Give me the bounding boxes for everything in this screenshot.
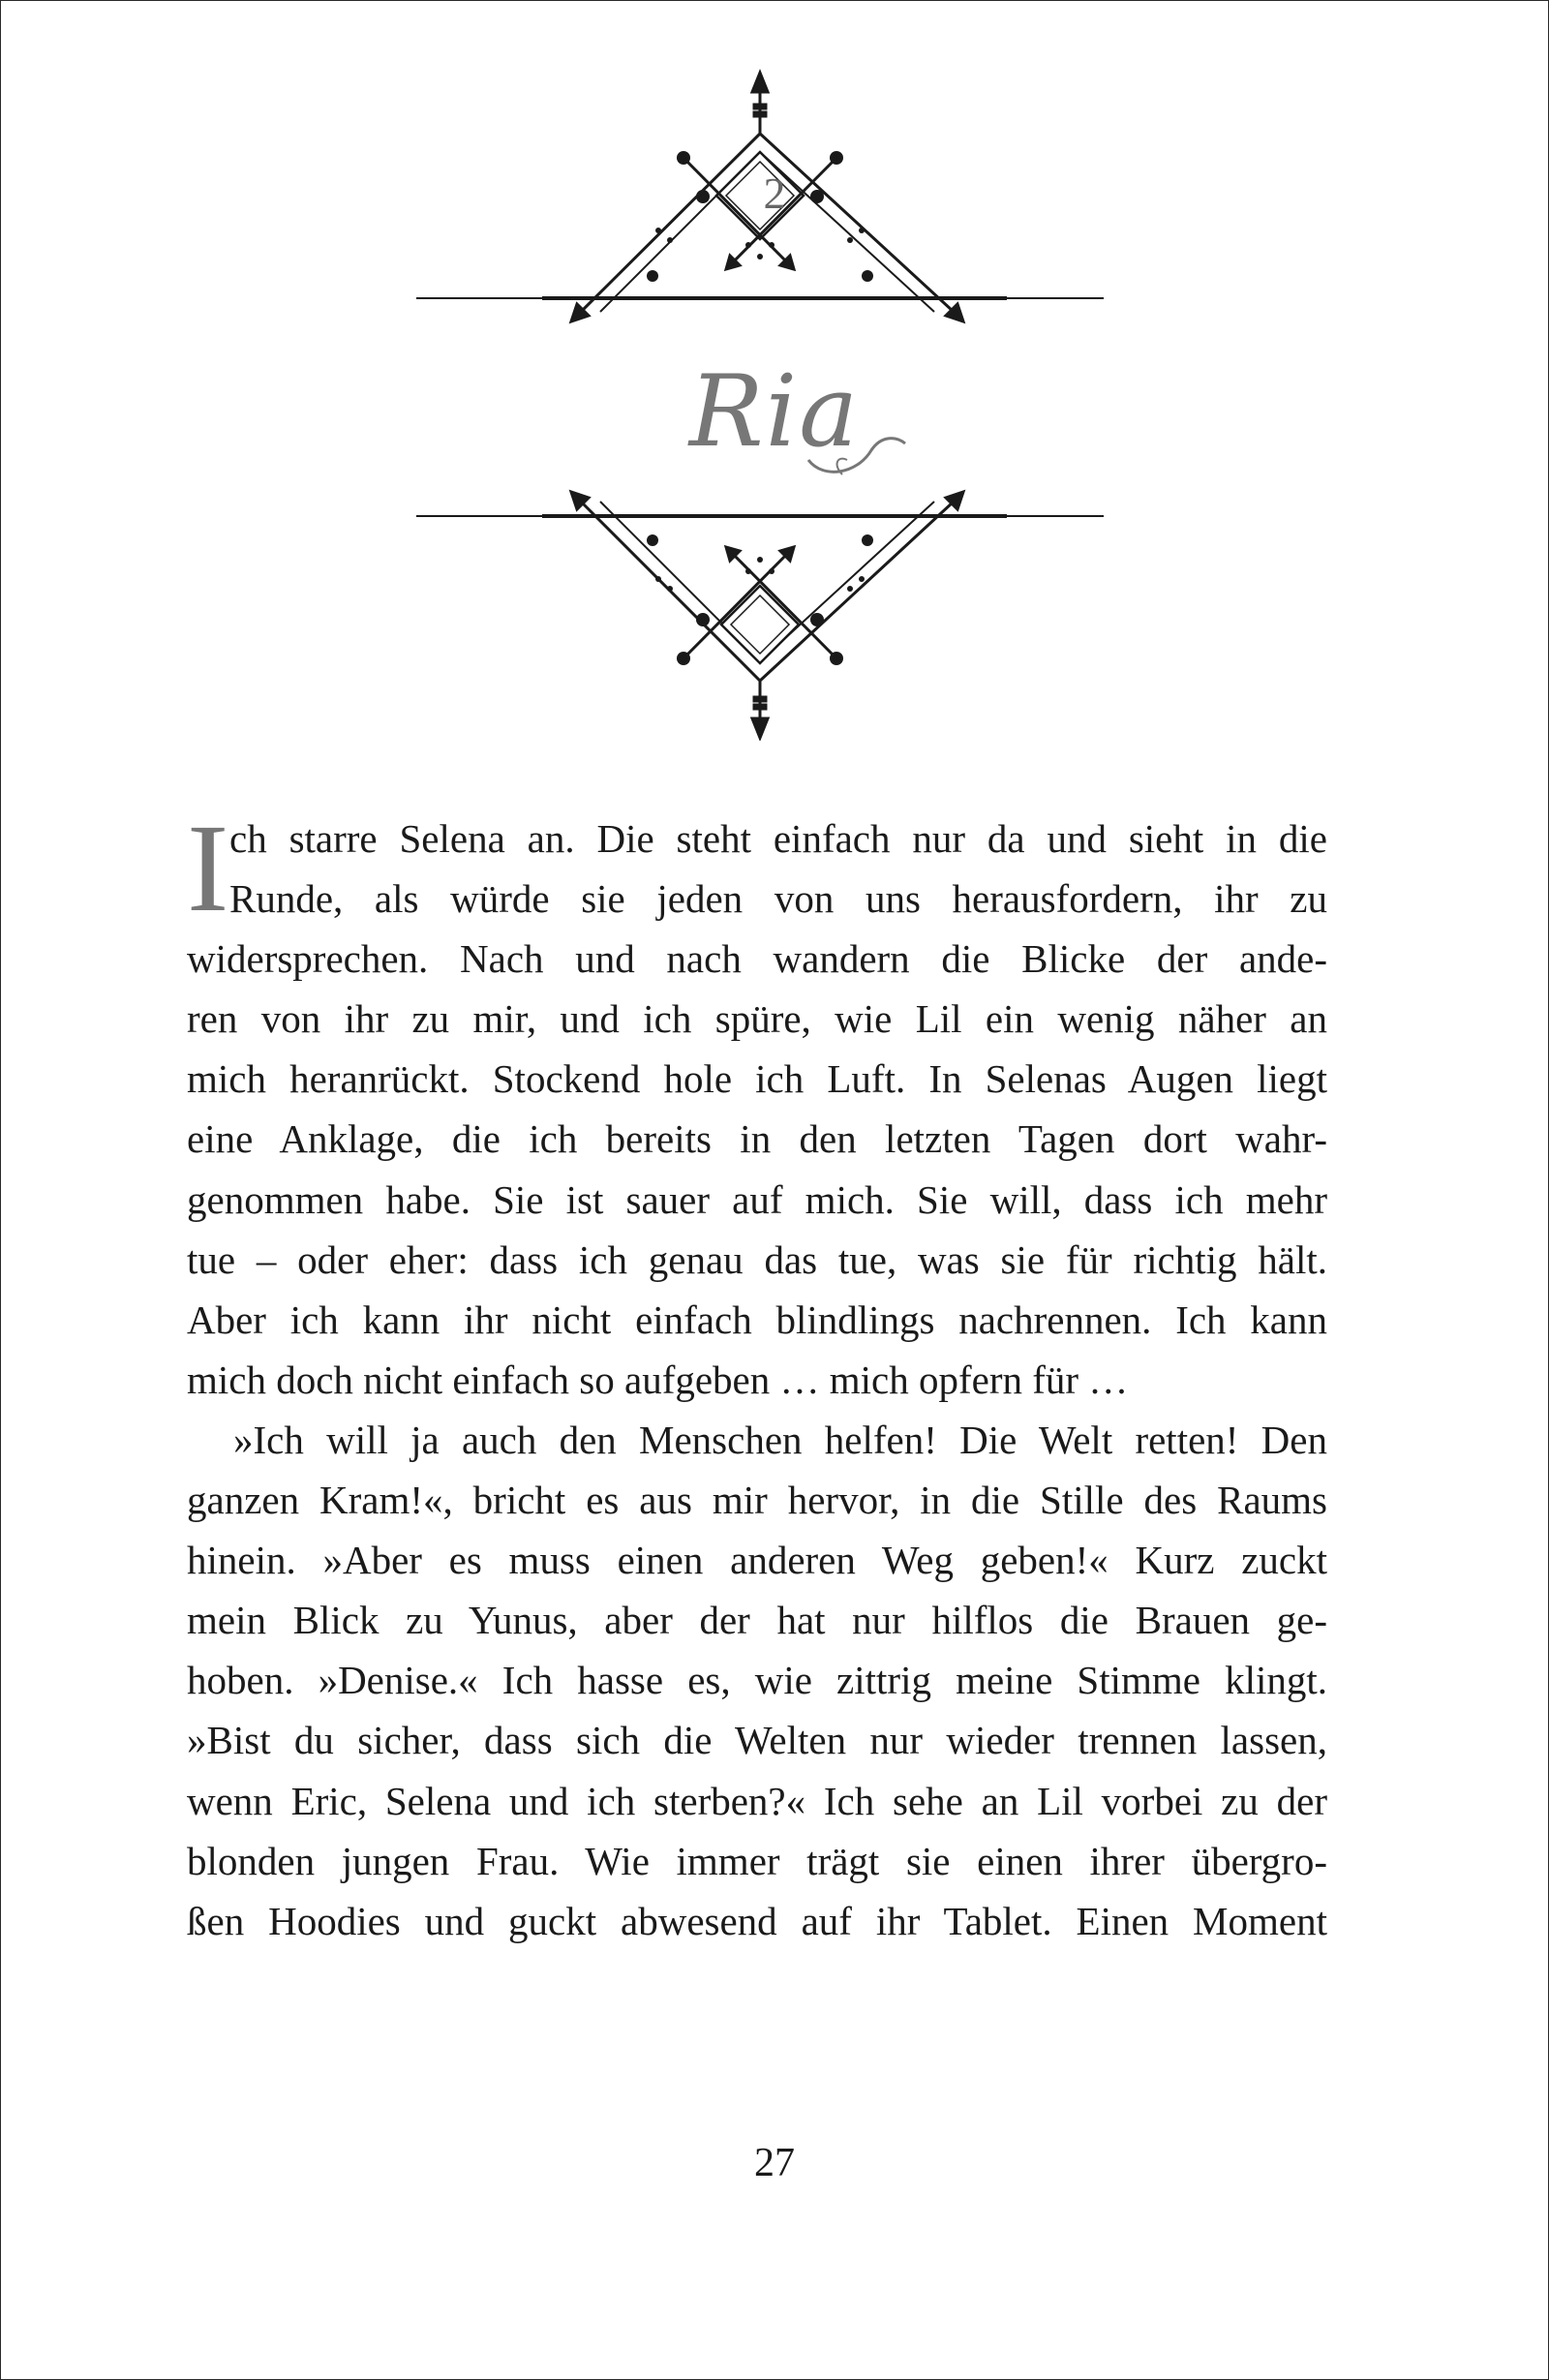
text-line: ch starre Selena an. Die steht einfach nur da und sieht in die — [229, 816, 1327, 861]
text-line: mich doch nicht einfach so aufgeben … mich opfern für … — [187, 1357, 1129, 1402]
text-line: genommen habe. Sie ist sauer auf mich. Sie will, dass ich mehr — [187, 1176, 1327, 1222]
text-line: ganzen Kram!«, bricht es aus mir hervor, in die Stille des Raums — [187, 1478, 1327, 1523]
text-line: blonden jungen Frau. Wie immer trägt sie einen ihrer übergro- — [187, 1838, 1327, 1883]
text-line: mein Blick zu Yunus, aber der hat nur hilflos die Brauen ge- — [187, 1598, 1327, 1643]
chapter-title: Ria — [688, 354, 861, 470]
chapter-ornament-bottom — [0, 474, 1549, 741]
drop-cap: I — [187, 799, 229, 938]
text-line: »Ich will ja auch den Menschen helfen! Die Welt retten! Den — [233, 1417, 1327, 1462]
chapter-number: 2 — [763, 168, 786, 218]
text-line: »Bist du sicher, dass sich die Welten nur wieder trennen lassen, — [187, 1718, 1327, 1763]
text-line: tue – oder eher: dass ich genau das tue, was sie für richtig hält. — [187, 1236, 1327, 1282]
text-line: Aber ich kann ihr nicht einfach blindlings nachrennen. Ich kann — [187, 1297, 1327, 1342]
text-line: ßen Hoodies und guckt abwesend auf ihr Tablet. Einen Moment — [187, 1898, 1327, 1943]
text-line: Runde, als würde sie jeden von uns herausfordern, ihr zu — [229, 876, 1327, 922]
text-line: widersprechen. Nach und nach wandern die Blicke der ande- — [187, 936, 1327, 982]
text-line: hoben. »Denise.« Ich hasse es, wie zittrig meine Stimme klingt. — [187, 1658, 1327, 1703]
text-line: eine Anklage, die ich bereits in den letzten Tagen dort wahr- — [187, 1116, 1327, 1162]
text-line: ren von ihr zu mir, und ich spüre, wie Lil ein wenig näher an — [187, 996, 1327, 1042]
page-number: 27 — [754, 2141, 795, 2185]
body-text — [187, 799, 1327, 1951]
text-line: hinein. »Aber es muss einen anderen Weg geben!« Kurz zuckt — [187, 1538, 1327, 1583]
text-line: mich heranrückt. Stockend hole ich Luft. In Selenas Augen liegt — [187, 1056, 1327, 1102]
text-line: wenn Eric, Selena und ich sterben?« Ich sehe an Lil vorbei zu der — [187, 1778, 1327, 1823]
title-swash-flourish — [804, 407, 920, 484]
